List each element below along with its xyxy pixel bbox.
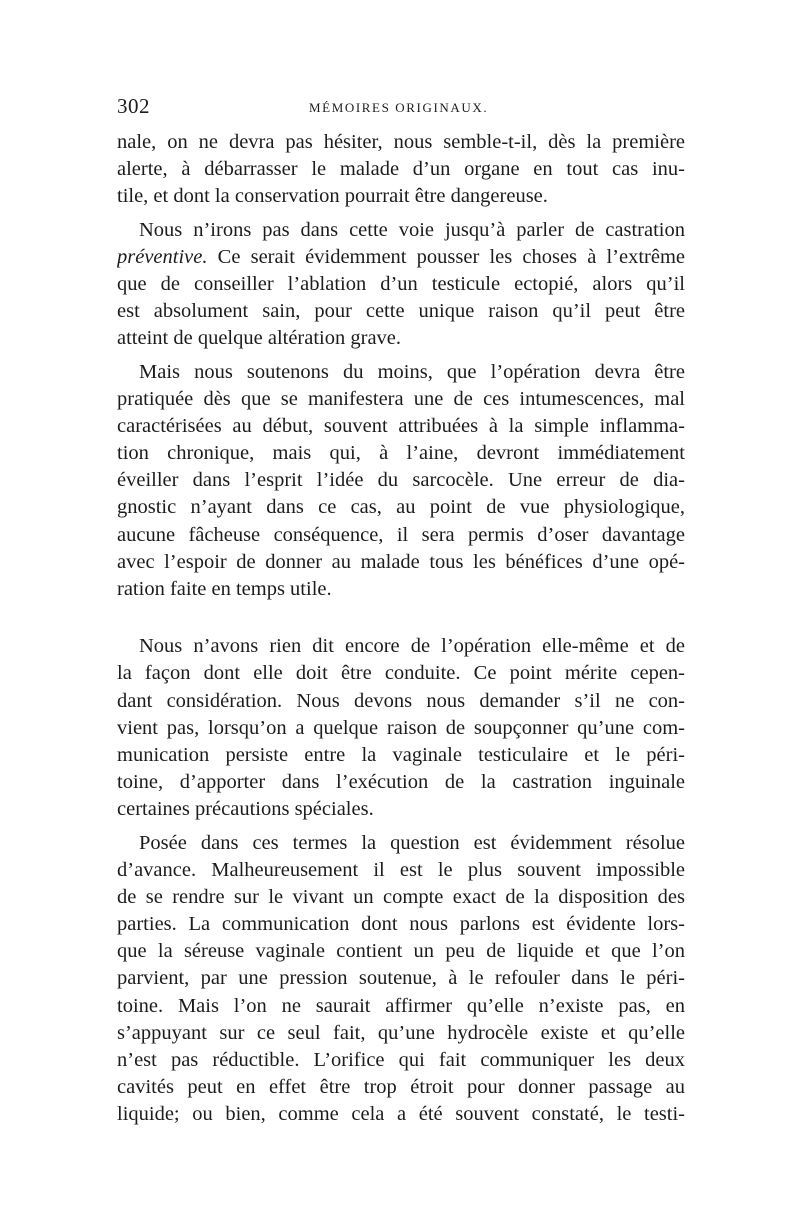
text-line: avec l’espoir de donner au malade tous les bénéfices d’une opé- [117,550,685,573]
page-number: 302 [117,94,150,118]
text-line: est absolument sain, pour cette unique raison qu’il peut être [117,300,685,323]
text-line: s’appuyant sur ce seul fait, qu’une hydrocèle existe et qu’elle [117,1021,685,1044]
text-line: dant considération. Nous devons nous demander s’il ne con- [117,689,685,712]
body-text [117,129,685,1129]
text-line-rest: Ce serait évidemment pousser les choses à l’extrême [207,245,685,268]
paragraph [117,359,685,604]
text-line: pratiquée dès que se manifestera une de ces intumescences, mal [117,387,685,410]
text-line: tile, et dont la conservation pourrait être dangereuse. [117,185,548,208]
running-head: MÉMOIRES ORIGINAUX. [309,100,489,115]
text-line: atteint de quelque altération grave. [117,327,402,350]
text-line: vient pas, lorsqu’on a quelque raison de soupçonner qu’une com- [117,716,685,739]
paragraph [117,633,685,823]
text-line: de se rendre sur le vivant un compte exact de la disposition des [117,885,685,908]
text-line: n’est pas réductible. L’orifice qui fait communiquer les deux [117,1049,685,1071]
text-line: toine. Mais l’on ne saurait affirmer qu’elle n’existe pas, en [117,994,685,1017]
text-line: la façon dont elle doit être conduite. Ce point mérite cepen- [117,662,685,685]
text-line: caractérisées au début, souvent attribuées à la simple inflamma- [117,414,685,437]
text-line: Nous n’avons rien dit encore de l’opération elle-même et de [139,635,685,658]
text-line: d’avance. Malheureusement il est le plus souvent impossible [117,858,685,881]
text-line: Nous n’irons pas dans cette voie jusqu’à parler de castration [139,218,685,241]
italic-term: préventive. [117,245,208,268]
text-line: gnostic n’ayant dans ce cas, au point de vue physiologique, [117,496,685,519]
text-line: liquide; ou bien, comme cela a été souvent constaté, le testi- [117,1103,685,1126]
text-line [117,244,685,271]
text-line: parties. La communication dont nous parlons est évidente lors- [117,913,685,936]
paragraph [117,217,685,353]
text-line: cavités peut en effet être trop étroit pour donner passage au [117,1076,685,1099]
paragraph [117,129,685,211]
text-line: Posée dans ces termes la question est évidemment résolue [139,831,685,854]
text-line: munication persiste entre la vaginale testiculaire et le péri- [117,743,685,766]
text-line: ration faite en temps utile. [117,578,332,600]
text-line: que la séreuse vaginale contient un peu de liquide et que l’on [117,940,685,963]
text-line: éveiller dans l’esprit l’idée du sarcocèle. Une erreur de dia- [117,469,685,492]
page-header [117,94,685,124]
text-line: toine, d’apporter dans l’exécution de la castration inguinale [117,771,685,794]
text-line: que de conseiller l’ablation d’un testicule ectopié, alors qu’il [117,272,685,295]
text-line: aucune fâcheuse conséquence, il sera permis d’oser davantage [117,523,685,546]
text-line: Mais nous soutenons du moins, que l’opération devra être [139,360,685,383]
text-line: nale, on ne devra pas hésiter, nous semble-t-il, dès la première [117,131,685,153]
text-line: parvient, par une pression soutenue, à le refouler dans le péri- [117,967,685,990]
paragraph [117,830,685,1129]
text-line: tion chronique, mais qui, à l’aine, devront immédiatement [117,442,685,465]
text-line: alerte, à débarrasser le malade d’un organe en tout cas inu- [117,158,685,181]
text-line: certaines précautions spéciales. [117,798,374,821]
